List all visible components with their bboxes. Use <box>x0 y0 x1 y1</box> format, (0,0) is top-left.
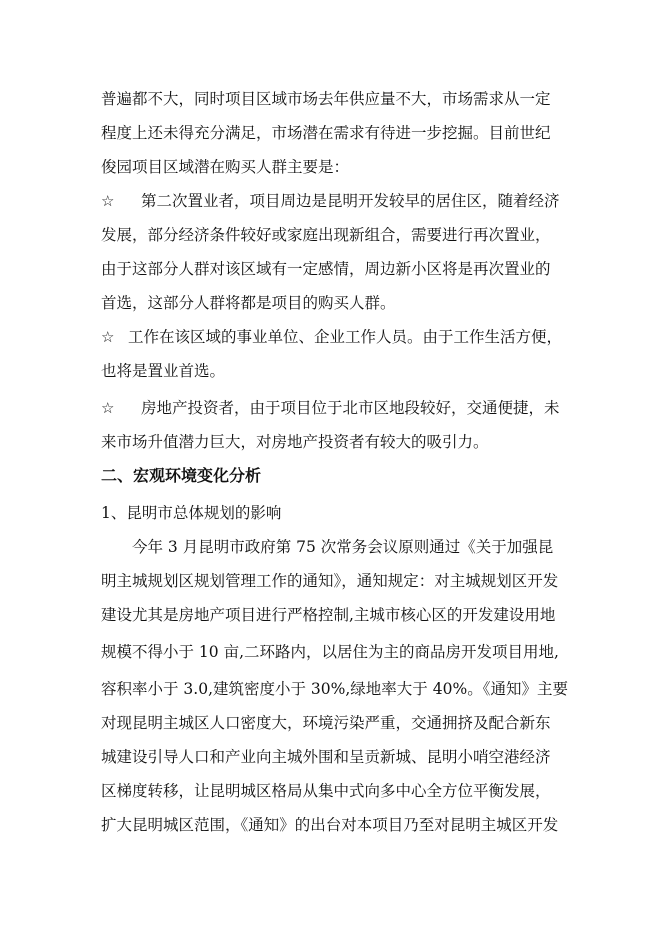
star-icon: ☆ <box>101 192 115 210</box>
paragraph-line: 来市场升值潜力巨大，对房地产投资者有较大的吸引力。 <box>101 433 489 451</box>
bullet-text: 房地产投资者，由于项目位于北市区地段较好，交通便捷，未 <box>141 399 560 417</box>
paragraph-line: 城建设引导人口和产业向主城外围和呈贡新城、昆明小哨空港经济 <box>101 748 551 766</box>
paragraph-line: 首选，这部分人群将都是项目的购买人群。 <box>101 294 396 312</box>
paragraph-line: 明主城规划区规划管理工作的通知》，通知规定：对主城规划区开发 <box>101 572 559 590</box>
bullet-text: 第二次置业者，项目周边是昆明开发较早的居住区，随着经济 <box>141 192 560 210</box>
paragraph-line: 扩大昆明城区范围，《通知》的出台对本项目乃至对昆明主城区开发 <box>101 816 559 834</box>
paragraph-line: 由于这部分人群对该区域有一定感情，周边新小区将是再次置业的 <box>101 260 551 278</box>
paragraph-line: 对现昆明主城区人口密度大，环境污染严重，交通拥挤及配合新东 <box>101 714 551 732</box>
paragraph-line: 今年 3 月昆明市政府第 75 次常务会议原则通过《关于加强昆 <box>132 538 554 556</box>
bullet-line <box>101 398 571 418</box>
bullet-text: 工作在该区域的事业单位、企业工作人员。由于工作生活方便， <box>128 328 563 346</box>
paragraph-line: 也将是置业首选。 <box>101 362 226 380</box>
paragraph-line: 建设尤其是房地产项目进行严格控制,主城市核心区的开发建设用地 <box>101 606 556 624</box>
paragraph-line: 发展，部分经济条件较好或家庭出现新组合，需要进行再次置业， <box>101 226 551 244</box>
paragraph-line: 区梯度转移，让昆明城区格局从集中式向多中心全方位平衡发展， <box>101 782 551 800</box>
star-icon: ☆ <box>101 328 115 346</box>
subsection-heading: 1、昆明市总体规划的影响 <box>101 504 282 522</box>
paragraph-line: 容积率小于 3.0,建筑密度小于 30%,绿地率大于 40%。《通知》主要 <box>101 680 568 698</box>
bullet-line <box>101 327 571 347</box>
section-heading: 二、宏观环境变化分析 <box>101 466 262 485</box>
bullet-line <box>101 191 571 211</box>
paragraph-line: 普遍都不大，同时项目区域市场去年供应量不大，市场需求从一定 <box>101 90 551 108</box>
paragraph-line: 程度上还未得充分满足，市场潜在需求有待进一步挖掘。目前世纪 <box>101 124 551 142</box>
paragraph-line: 规模不得小于 10 亩,二环路内，以居住为主的商品房开发项目用地, <box>101 643 559 661</box>
paragraph-line: 俊园项目区域潜在购买人群主要是： <box>101 158 350 176</box>
star-icon: ☆ <box>101 399 115 417</box>
